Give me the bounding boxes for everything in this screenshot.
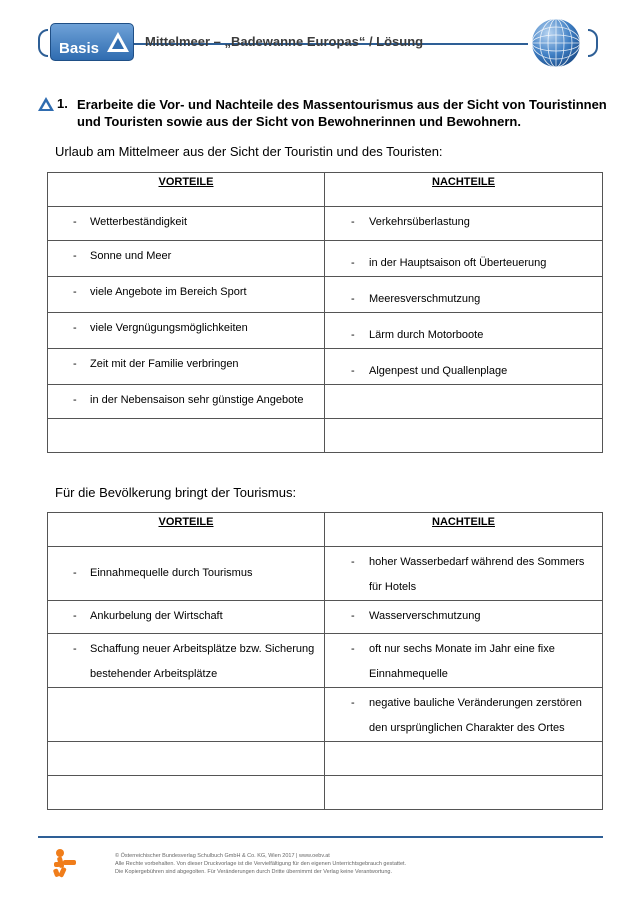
tourist-table [47,172,603,453]
tourist-col-con: NACHTEILE [325,173,603,207]
task-level-icon [38,97,54,111]
population-col-pro: VORTEILE [48,513,325,547]
table-row: - in der Nebensaison sehr günstige Angebote [48,385,603,419]
tourist-section-title: Urlaub am Mittelmeer aus der Sicht der Touristin und des Touristen: [55,144,443,159]
table-row: - Ankurbelung der Wirtschaft - Wasserverschmutzung [48,601,603,634]
basis-logo [50,23,134,61]
table-row: - Sonne und Meer - in der Hauptsaison oft Überteuerung [48,241,603,277]
task-text: Erarbeite die Vor- und Nachteile des Massentourismus aus der Sicht von Touristinnen und Touristen sowie aus der Sicht von Bewohnerinnen und Bewohnern. [77,97,607,129]
triangle-icon [106,30,130,54]
globe-icon [530,17,582,69]
table-row [48,419,603,453]
page-title: Mittelmeer – „Badewanne Europas“ / Lösung [145,34,424,49]
population-section-title: Für die Bevölkerung bringt der Tourismus: [55,485,297,500]
table-row: - negative bauliche Veränderungen zerstören den ursprünglichen Charakter des Ortes [48,688,603,742]
footer-rule [38,836,603,838]
table-row: - Zeit mit der Familie verbringen - Algenpest und Quallenplage [48,349,603,385]
table-row: - Einnahmequelle durch Tourismus - hoher Wasserbedarf während des Sommers für Hotels [48,547,603,601]
task-number: 1. [57,96,68,111]
tourist-col-pro: VORTEILE [48,173,325,207]
table-row [48,776,603,810]
table-row: - Schaffung neuer Arbeitsplätze bzw. Sicherung bestehender Arbeitsplätze - oft nur sechs Monate im Jahr eine fixe Einnahmequelle [48,634,603,688]
population-col-con: NACHTEILE [325,513,603,547]
population-table [47,512,603,810]
table-row: - viele Vergnügungsmöglichkeiten - Lärm durch Motorboote [48,313,603,349]
table-row: - Wetterbeständigkeit - Verkehrsüberlastung [48,207,603,241]
footer-copyright: © Österreichischer Bundesverlag Schulbuch GmbH & Co. KG, Wien 2017 | www.oebv.at Alle Rechte vorbehalten. Von dieser Druckvorlage ist die Vervielfältigung für den eigenen Unterrichtsgebrauch gestattet. Die Kopiergebühren sind abgegolten. Für Veränderungen durch Dritte übernimmt der Verlag keine Verantwortung. [115,853,407,875]
table-row [48,742,603,776]
publisher-logo-icon [52,848,78,878]
logo-label: Basis [59,40,100,57]
table-row: - viele Angebote im Bereich Sport - Meeresverschmutzung [48,277,603,313]
